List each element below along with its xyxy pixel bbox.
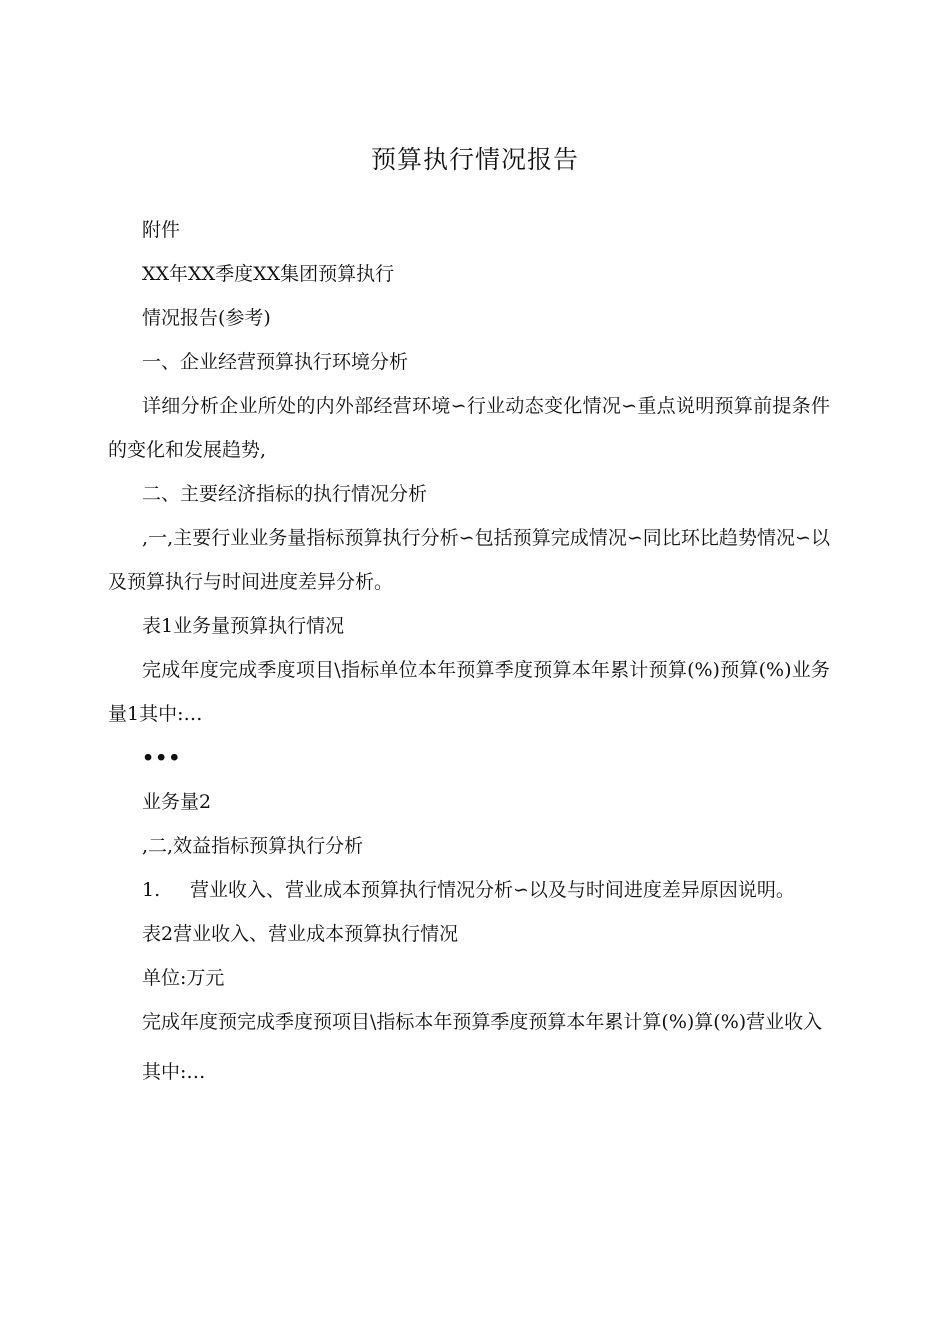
page-title: 预算执行情况报告 bbox=[370, 145, 579, 174]
section-1-heading: 一、企业经营预算执行环境分析 bbox=[142, 351, 409, 373]
subtitle-line-2: 情况报告(参考) bbox=[142, 307, 271, 329]
unit-line: 单位:万元 bbox=[142, 967, 225, 989]
item-text: 营业收入、营业成本预算执行情况分析∽以及与时间进度差异原因说明。 bbox=[190, 879, 795, 901]
section-2-subsection-2: ,二,效益指标预算执行分析 bbox=[142, 835, 364, 857]
table-2-header: 完成年度预完成季度预项目\指标本年预算季度预算本年累计算(%)算(%)营业收入 bbox=[142, 1011, 823, 1033]
subtitle-line-1: XX年XX季度XX集团预算执行 bbox=[142, 263, 395, 285]
attachment-label: 附件 bbox=[142, 219, 181, 241]
among-line: 其中:… bbox=[142, 1061, 206, 1083]
section-2-heading: 二、主要经济指标的执行情况分析 bbox=[142, 483, 428, 505]
table-2-caption: 表2营业收入、营业成本预算执行情况 bbox=[142, 923, 459, 945]
business-volume-2: 业务量2 bbox=[142, 791, 212, 813]
item-number: 1. bbox=[142, 879, 161, 901]
ellipsis-marker: ••• bbox=[142, 747, 182, 769]
document-body bbox=[108, 208, 830, 1094]
numbered-item-1 bbox=[108, 868, 830, 912]
table-1-header: 完成年度完成季度项目\指标单位本年预算季度预算本年累计预算(%)预算(%)业务量1其中:… bbox=[108, 659, 830, 725]
section-1-text: 详细分析企业所处的内外部经营环境∽行业动态变化情况∽重点说明预算前提条件的变化和发展趋势, bbox=[108, 395, 830, 461]
section-2-subsection-1: ,一,主要行业业务量指标预算执行分析∽包括预算完成情况∽同比环比趋势情况∽以及预算执行与时间进度差异分析。 bbox=[108, 527, 830, 593]
table-1-caption: 表1业务量预算执行情况 bbox=[142, 615, 345, 637]
